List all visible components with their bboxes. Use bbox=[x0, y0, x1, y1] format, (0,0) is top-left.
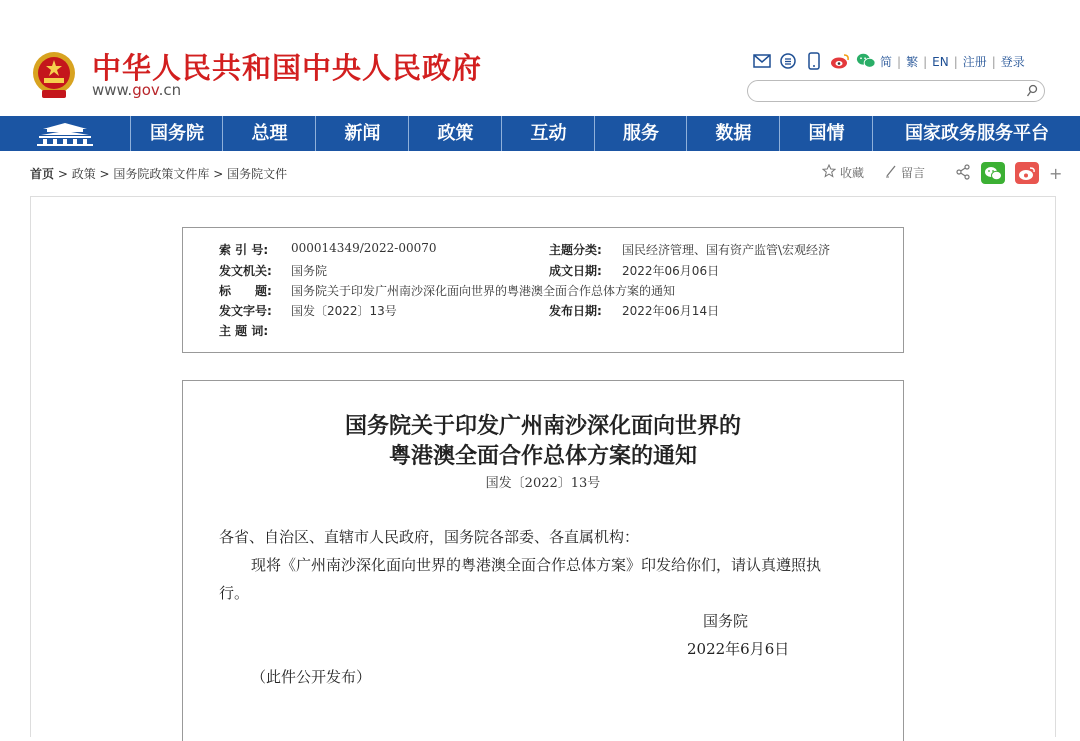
article-document-number: 国发〔2022〕13号 bbox=[485, 476, 601, 491]
article-body-line2: 行。 bbox=[219, 584, 250, 602]
article-title-line1: 国务院关于印发广州南沙深化面向世界的 bbox=[344, 414, 741, 439]
star-icon bbox=[822, 164, 836, 181]
written-date-value: 2022年06月06日 bbox=[622, 264, 720, 278]
published-date-value: 2022年06月14日 bbox=[622, 304, 720, 318]
search-input[interactable] bbox=[747, 80, 1045, 102]
nav-home-icon[interactable] bbox=[0, 116, 130, 151]
pencil-icon bbox=[885, 164, 897, 181]
share-icon[interactable] bbox=[955, 164, 971, 183]
nav-item-services[interactable]: 服务 bbox=[594, 116, 687, 151]
article-body-line1: 现将《广州南沙深化面向世界的粤港澳全面合作总体方案》印发给你们，请认真遵照执 bbox=[251, 556, 822, 574]
nav-item-state-council[interactable]: 国务院 bbox=[130, 116, 223, 151]
article-body bbox=[182, 380, 904, 741]
nav-item-interaction[interactable]: 互动 bbox=[501, 116, 595, 151]
index-number-label: 索 引 号: bbox=[219, 243, 269, 257]
separator: | bbox=[897, 55, 902, 69]
weibo-share-icon[interactable] bbox=[1015, 162, 1039, 184]
site-url-prefix: www. bbox=[92, 81, 133, 99]
document-number-label: 发文字号: bbox=[219, 304, 272, 318]
published-date-label: 发布日期: bbox=[549, 304, 602, 318]
site-url-brand: gov bbox=[132, 81, 159, 99]
document-metadata-table bbox=[182, 227, 904, 353]
mobile-icon[interactable] bbox=[804, 52, 824, 70]
login-link[interactable]: 登录 bbox=[1000, 55, 1025, 69]
comment-button[interactable] bbox=[885, 164, 925, 181]
article-date: 2022年6月6日 bbox=[687, 640, 790, 658]
article-signature: 国务院 bbox=[703, 612, 749, 630]
site-title[interactable]: 中华人民共和国中央人民政府 bbox=[92, 51, 483, 85]
breadcrumb-sep: > bbox=[209, 167, 228, 181]
index-number-value: 000014349/2022-00070 bbox=[291, 241, 437, 255]
breadcrumb-home[interactable]: 首页 bbox=[30, 167, 55, 181]
search-icon[interactable] bbox=[1026, 83, 1038, 102]
wechat-icon[interactable] bbox=[856, 52, 876, 70]
breadcrumb-sep: > bbox=[54, 167, 72, 181]
top-icon-bar bbox=[752, 52, 876, 70]
written-date-label: 成文日期: bbox=[549, 264, 602, 278]
breadcrumb-policy[interactable]: 政策 bbox=[71, 167, 96, 181]
nav-item-gov-service-platform[interactable]: 国家政务服务平台 bbox=[872, 116, 1080, 151]
article-publication-note: （此件公开发布） bbox=[251, 668, 372, 686]
separator: | bbox=[991, 55, 996, 69]
separator: | bbox=[923, 55, 928, 69]
issuer-value: 国务院 bbox=[291, 264, 328, 278]
top-links bbox=[880, 53, 1025, 70]
mail-icon[interactable] bbox=[752, 52, 772, 70]
share-bar bbox=[955, 162, 1062, 184]
register-link[interactable]: 注册 bbox=[962, 55, 987, 69]
breadcrumb bbox=[30, 165, 287, 182]
rss-icon[interactable] bbox=[778, 52, 798, 70]
wechat-share-icon[interactable] bbox=[981, 162, 1005, 184]
category-label: 主题分类: bbox=[549, 243, 602, 257]
comment-label: 留言 bbox=[901, 166, 926, 180]
title-label: 标 题: bbox=[219, 284, 272, 298]
simplified-link[interactable]: 简 bbox=[880, 55, 893, 69]
breadcrumb-sep: > bbox=[95, 167, 114, 181]
nav-item-policy[interactable]: 政策 bbox=[408, 116, 502, 151]
separator: | bbox=[953, 55, 958, 69]
nav-item-data[interactable]: 数据 bbox=[686, 116, 780, 151]
issuer-label: 发文机关: bbox=[219, 264, 272, 278]
nav-item-national-info[interactable]: 国情 bbox=[779, 116, 873, 151]
favorite-button[interactable] bbox=[822, 164, 864, 181]
keywords-label: 主 题 词: bbox=[219, 324, 269, 338]
site-url[interactable] bbox=[92, 81, 181, 99]
category-value[interactable]: 国民经济管理、国有资产监管\宏观经济 bbox=[622, 243, 831, 257]
more-share-button[interactable]: + bbox=[1049, 163, 1063, 183]
breadcrumb-policy-library[interactable]: 国务院政策文件库 bbox=[113, 167, 210, 181]
document-number-value: 国发〔2022〕13号 bbox=[291, 304, 397, 318]
article-title-line2: 粤港澳全面合作总体方案的通知 bbox=[388, 444, 697, 469]
traditional-link[interactable]: 繁 bbox=[906, 55, 919, 69]
english-link[interactable]: EN bbox=[932, 55, 949, 69]
national-emblem-logo[interactable] bbox=[30, 50, 78, 100]
nav-item-premier[interactable]: 总理 bbox=[222, 116, 316, 151]
favorite-label: 收藏 bbox=[840, 166, 865, 180]
article-salutation: 各省、自治区、直辖市人民政府，国务院各部委、各直属机构： bbox=[219, 528, 640, 546]
title-value: 国务院关于印发广州南沙深化面向世界的粤港澳全面合作总体方案的通知 bbox=[291, 284, 676, 298]
breadcrumb-state-council-docs[interactable]: 国务院文件 bbox=[227, 167, 288, 181]
weibo-icon[interactable] bbox=[830, 52, 850, 70]
nav-item-news[interactable]: 新闻 bbox=[315, 116, 409, 151]
site-url-suffix: .cn bbox=[158, 81, 182, 99]
